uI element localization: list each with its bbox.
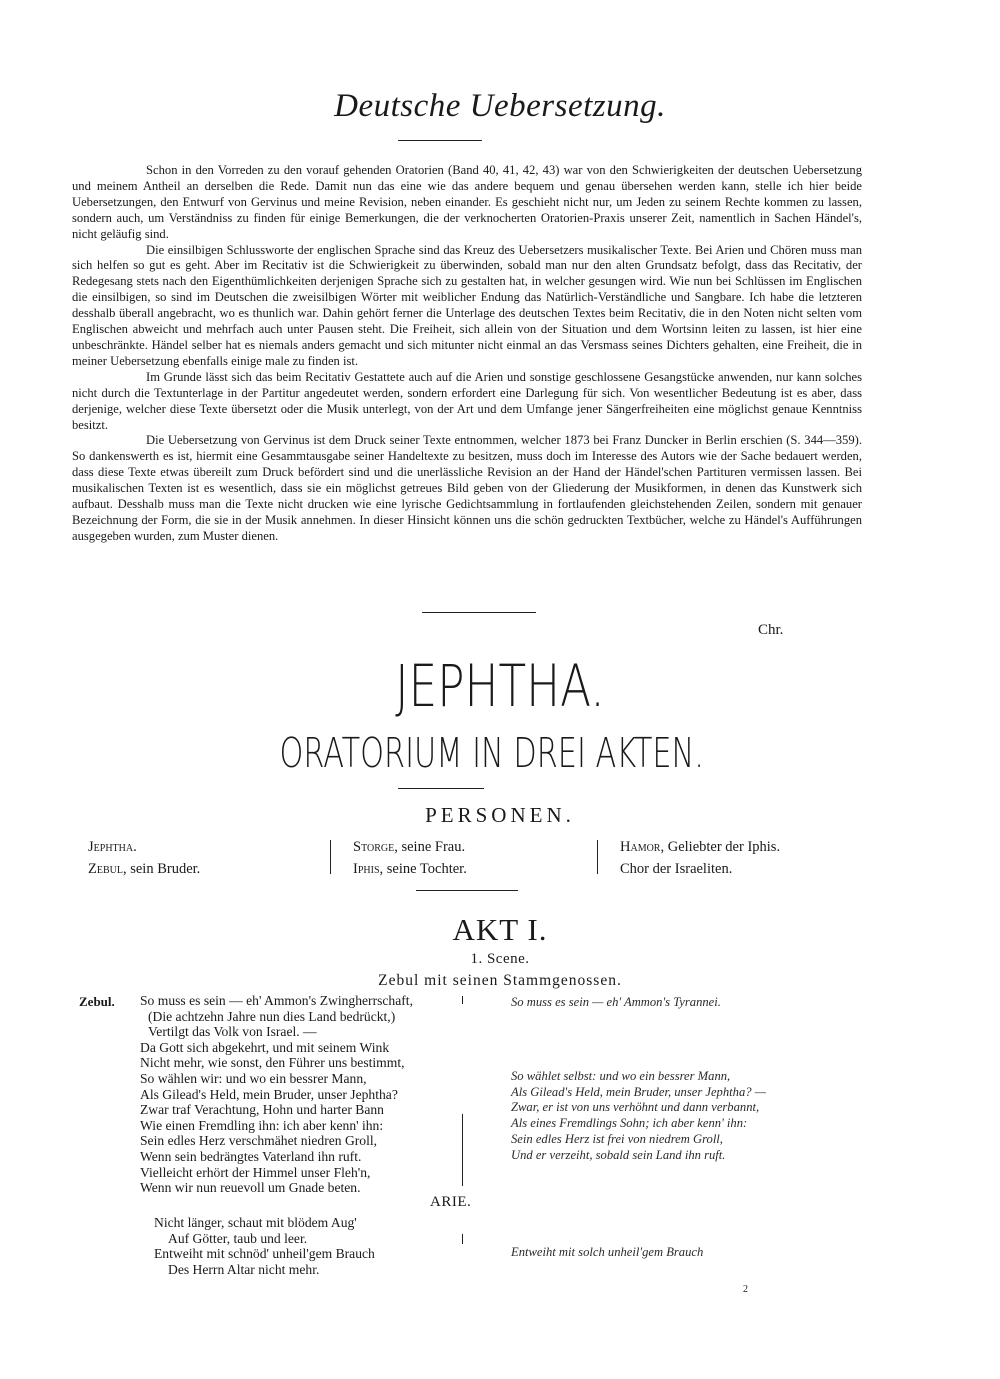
persons-column-2 <box>353 836 467 880</box>
person-desc: Chor der Israeliten. <box>620 861 733 877</box>
verse-line: Da Gott sich abgekehrt, und mit seinem Wink <box>140 1039 390 1055</box>
translation-line: Entweiht mit solch unheil'gem Brauch <box>511 1245 704 1259</box>
verse-line: Wie einen Fremdling ihn: ich aber kenn' ihn: <box>140 1117 384 1133</box>
person-name: Iphis, <box>353 861 384 877</box>
translation-line: Als eines Fremdlings Sohn; ich aber kenn' ihn: <box>511 1116 748 1131</box>
person-desc: seine Tochter. <box>383 861 467 877</box>
scene-heading: 1. Scene. <box>470 951 530 967</box>
speaker-name: Zebul. <box>79 994 115 1009</box>
marginal-bar <box>462 1234 463 1244</box>
translation-line: So muss es sein — eh' Ammon's Tyrannei. <box>511 995 721 1009</box>
preface-paragraph: Im Grunde lässt sich das beim Recitativ Gestattete auch auf die Arien und sonstige geschlossene Gesangstücke anwenden, nur kann solches nicht durch die Textunterlage in der Partitur angedeutet werden, sondern erfordert eine Darlegung für sich. Von wesentlicher Bedeutung ist es aber, dass derjenige, welcher diese Texte übersetzt oder die Musik unterlegt, von der Art und dem Umfange jener Sängerfreiheiten eine möglichst genaue Kenntniss besitzt. <box>72 369 862 432</box>
section-divider <box>422 612 536 613</box>
verse-line: (Die achtzehn Jahre nun dies Land bedrückt,) <box>148 1008 396 1024</box>
subtitle-divider <box>398 788 484 789</box>
person-desc: seine Frau. <box>397 839 466 855</box>
verse-line: Zwar traf Verachtung, Hohn und harter Bann <box>140 1102 384 1118</box>
translation-block <box>511 1069 766 1163</box>
verse-line: Nicht länger, schaut mit blödem Aug' <box>154 1215 357 1230</box>
column-separator <box>597 840 598 874</box>
act-heading: AKT I. <box>452 912 548 947</box>
person-desc: sein Bruder. <box>126 861 201 877</box>
person-entry <box>620 836 780 858</box>
work-subtitle: ORATORIUM IN DREI AKTEN. <box>279 729 704 777</box>
translation-line: Als Gilead's Held, mein Bruder, unser Jephtha? — <box>511 1084 766 1099</box>
personen-heading: PERSONEN. <box>425 803 575 827</box>
marginal-bar <box>462 1114 463 1186</box>
personen-divider <box>416 890 518 891</box>
verse-line: So wählen wir: und wo ein bessrer Mann, <box>140 1070 367 1086</box>
translation-line: Sein edles Herz ist frei von niedrem Groll, <box>511 1131 723 1146</box>
preface-paragraph: Die einsilbigen Schlussworte der englischen Sprache sind das Kreuz des Uebersetzers musikalischer Texte. Bei Arien und Chören muss man sich helfen so gut es geht. Aber im Recitativ ist die Schwierigkeit zu überwinden, sobald man nur den alten Grundsatz befolgt, dass das Recitativ, der Redegesang stets nach den Eigenthümlichkeiten derjenigen Sprache sich zu gestalten hat, in welcher gesungen wird. Wie nun bei Schlüssen im Englischen die einsilbigen, so sind im Deutschen die zweisilbigen Wörter mit weiblicher Endung das Natürlich-Verständliche und Sangbare. Ich habe die letzteren desshalb überall angebracht, wo es thunlich war. Dahin gehört ferner die Unterlage des deutschen Textes beim Recitativ, die in den Noten nicht selten vom Englischen abweicht und mehrfach auch unter Pausen steht. Die Freiheit, sich allein von der Situation und dem Wortsinn leiten zu lassen, ist hier eine unbeschränkte. Händel selber hat es niemals anders gemacht und sich mitunter nicht einmal an das Versmass seines Dichters gehalten, eine Freiheit, die in meiner Uebersetzung ebenfalls einige male zu finden ist. <box>72 242 862 368</box>
persons-column-3 <box>620 836 780 880</box>
person-name: Zebul, <box>88 861 127 877</box>
person-entry <box>88 836 200 858</box>
person-entry <box>353 858 467 880</box>
translation-top <box>511 995 721 1011</box>
verse-line: Nicht mehr, wie sonst, den Führer uns bestimmt, <box>140 1055 405 1071</box>
verse-line: So muss es sein — eh' Ammon's Zwingherrschaft, <box>140 993 413 1008</box>
verse-line: Als Gilead's Held, mein Bruder, unser Jephtha? <box>140 1086 398 1102</box>
translation-line: Und er verzeiht, sobald sein Land ihn ruft. <box>511 1147 726 1162</box>
verse-line: Auf Götter, taub und leer. <box>168 1230 308 1246</box>
person-name: Hamor, <box>620 839 665 855</box>
verse-line: Sein edles Herz verschmähet niedren Groll, <box>140 1133 378 1149</box>
page-title: Deutsche Uebersetzung. <box>334 88 666 124</box>
scene-subtitle: Zebul mit seinen Stammgenossen. <box>378 972 622 989</box>
work-title: JEPHTHA. <box>395 652 605 720</box>
persons-column-1 <box>88 836 200 880</box>
person-entry <box>88 858 200 880</box>
arie-text <box>154 1215 375 1277</box>
arie-translation <box>511 1245 703 1261</box>
person-entry <box>620 858 780 880</box>
column-separator <box>330 840 331 874</box>
person-desc: Geliebter der Iphis. <box>664 839 781 855</box>
title-divider <box>398 140 482 141</box>
page-mark: 2 <box>743 1284 748 1295</box>
verse-line: Vertilgt das Volk von Israel. — <box>148 1024 317 1040</box>
translation-line: So wählet selbst: und wo ein bessrer Mann, <box>511 1069 731 1083</box>
preface-signature: Chr. <box>758 622 784 638</box>
preface-paragraph: Die Uebersetzung von Gervinus ist dem Druck seiner Texte entnommen, welcher 1873 bei Franz Duncker in Berlin erschien (S. 344—359). So dankenswerth es ist, hiermit eine Gesammtausgabe seiner Handeltexte zu besitzen, muss doch im Interesse des Autors wie der Sache bedauert werden, dass diese Texte etwas übereilt zum Druck befördert sind und die unerlässliche Revision an der Hand der Händel'schen Partituren vermissen lassen. Bei musikalischen Texten ist es wesentlich, dass sie ein möglichst getreues Bild geben von der Gliederung der Musikformen, in denen das Kunstwerk sich aufbaut. Desshalb muss man die Texte nicht drucken wie eine lyrische Gedichtsammlung in fortlaufenden gleichstehenden Zeilen, sondern mit genauer Bezeichnung der Form, die sie in der Musik annehmen. In dieser Hinsicht können uns die schön gedruckten Textbücher, welche zu Händel's Aufführungen ausgegeben wurden, zum Muster dienen. <box>72 433 862 543</box>
verse-line: Des Herrn Altar nicht mehr. <box>168 1261 320 1277</box>
translation-line: Zwar, er ist von uns verhöhnt und dann verbannt, <box>511 1100 760 1115</box>
verse-line: Entweiht mit schnöd' unheil'gem Brauch <box>154 1246 375 1262</box>
verse-line: Vielleicht erhört der Himmel unser Fleh'n, <box>140 1164 371 1180</box>
preface-text <box>72 163 862 545</box>
person-name: Storge, <box>353 839 398 855</box>
verse-line: Wenn wir nun reuevoll um Gnade beten. <box>140 1180 361 1196</box>
person-entry <box>353 836 467 858</box>
recitative-text <box>140 993 413 1196</box>
person-name: Jephtha. <box>88 839 137 855</box>
marginal-bar <box>462 996 463 1004</box>
verse-line: Wenn sein bedrängtes Vaterland ihn ruft. <box>140 1148 362 1164</box>
preface-paragraph: Schon in den Vorreden zu den vorauf gehenden Oratorien (Band 40, 41, 42, 43) war von den Schwierigkeiten der deutschen Uebersetzung und meinem Antheil an derselben die Rede. Damit nun das eine wie das andere bequem und genau übersehen werden kann, stelle ich hier beide Uebersetzungen, den Entwurf von Gervinus und meine Revision, neben einander. Es geschieht nicht nur, um Jeden zu seinem Rechte kommen zu lassen, sondern auch, um Verständniss zu finden für einige Bemerkungen, die der verknocherten Oratorien-Praxis unserer Zeit, namentlich in Sachen Händel's, nicht geläufig sind. <box>72 163 862 241</box>
arie-heading: ARIE. <box>430 1194 472 1210</box>
